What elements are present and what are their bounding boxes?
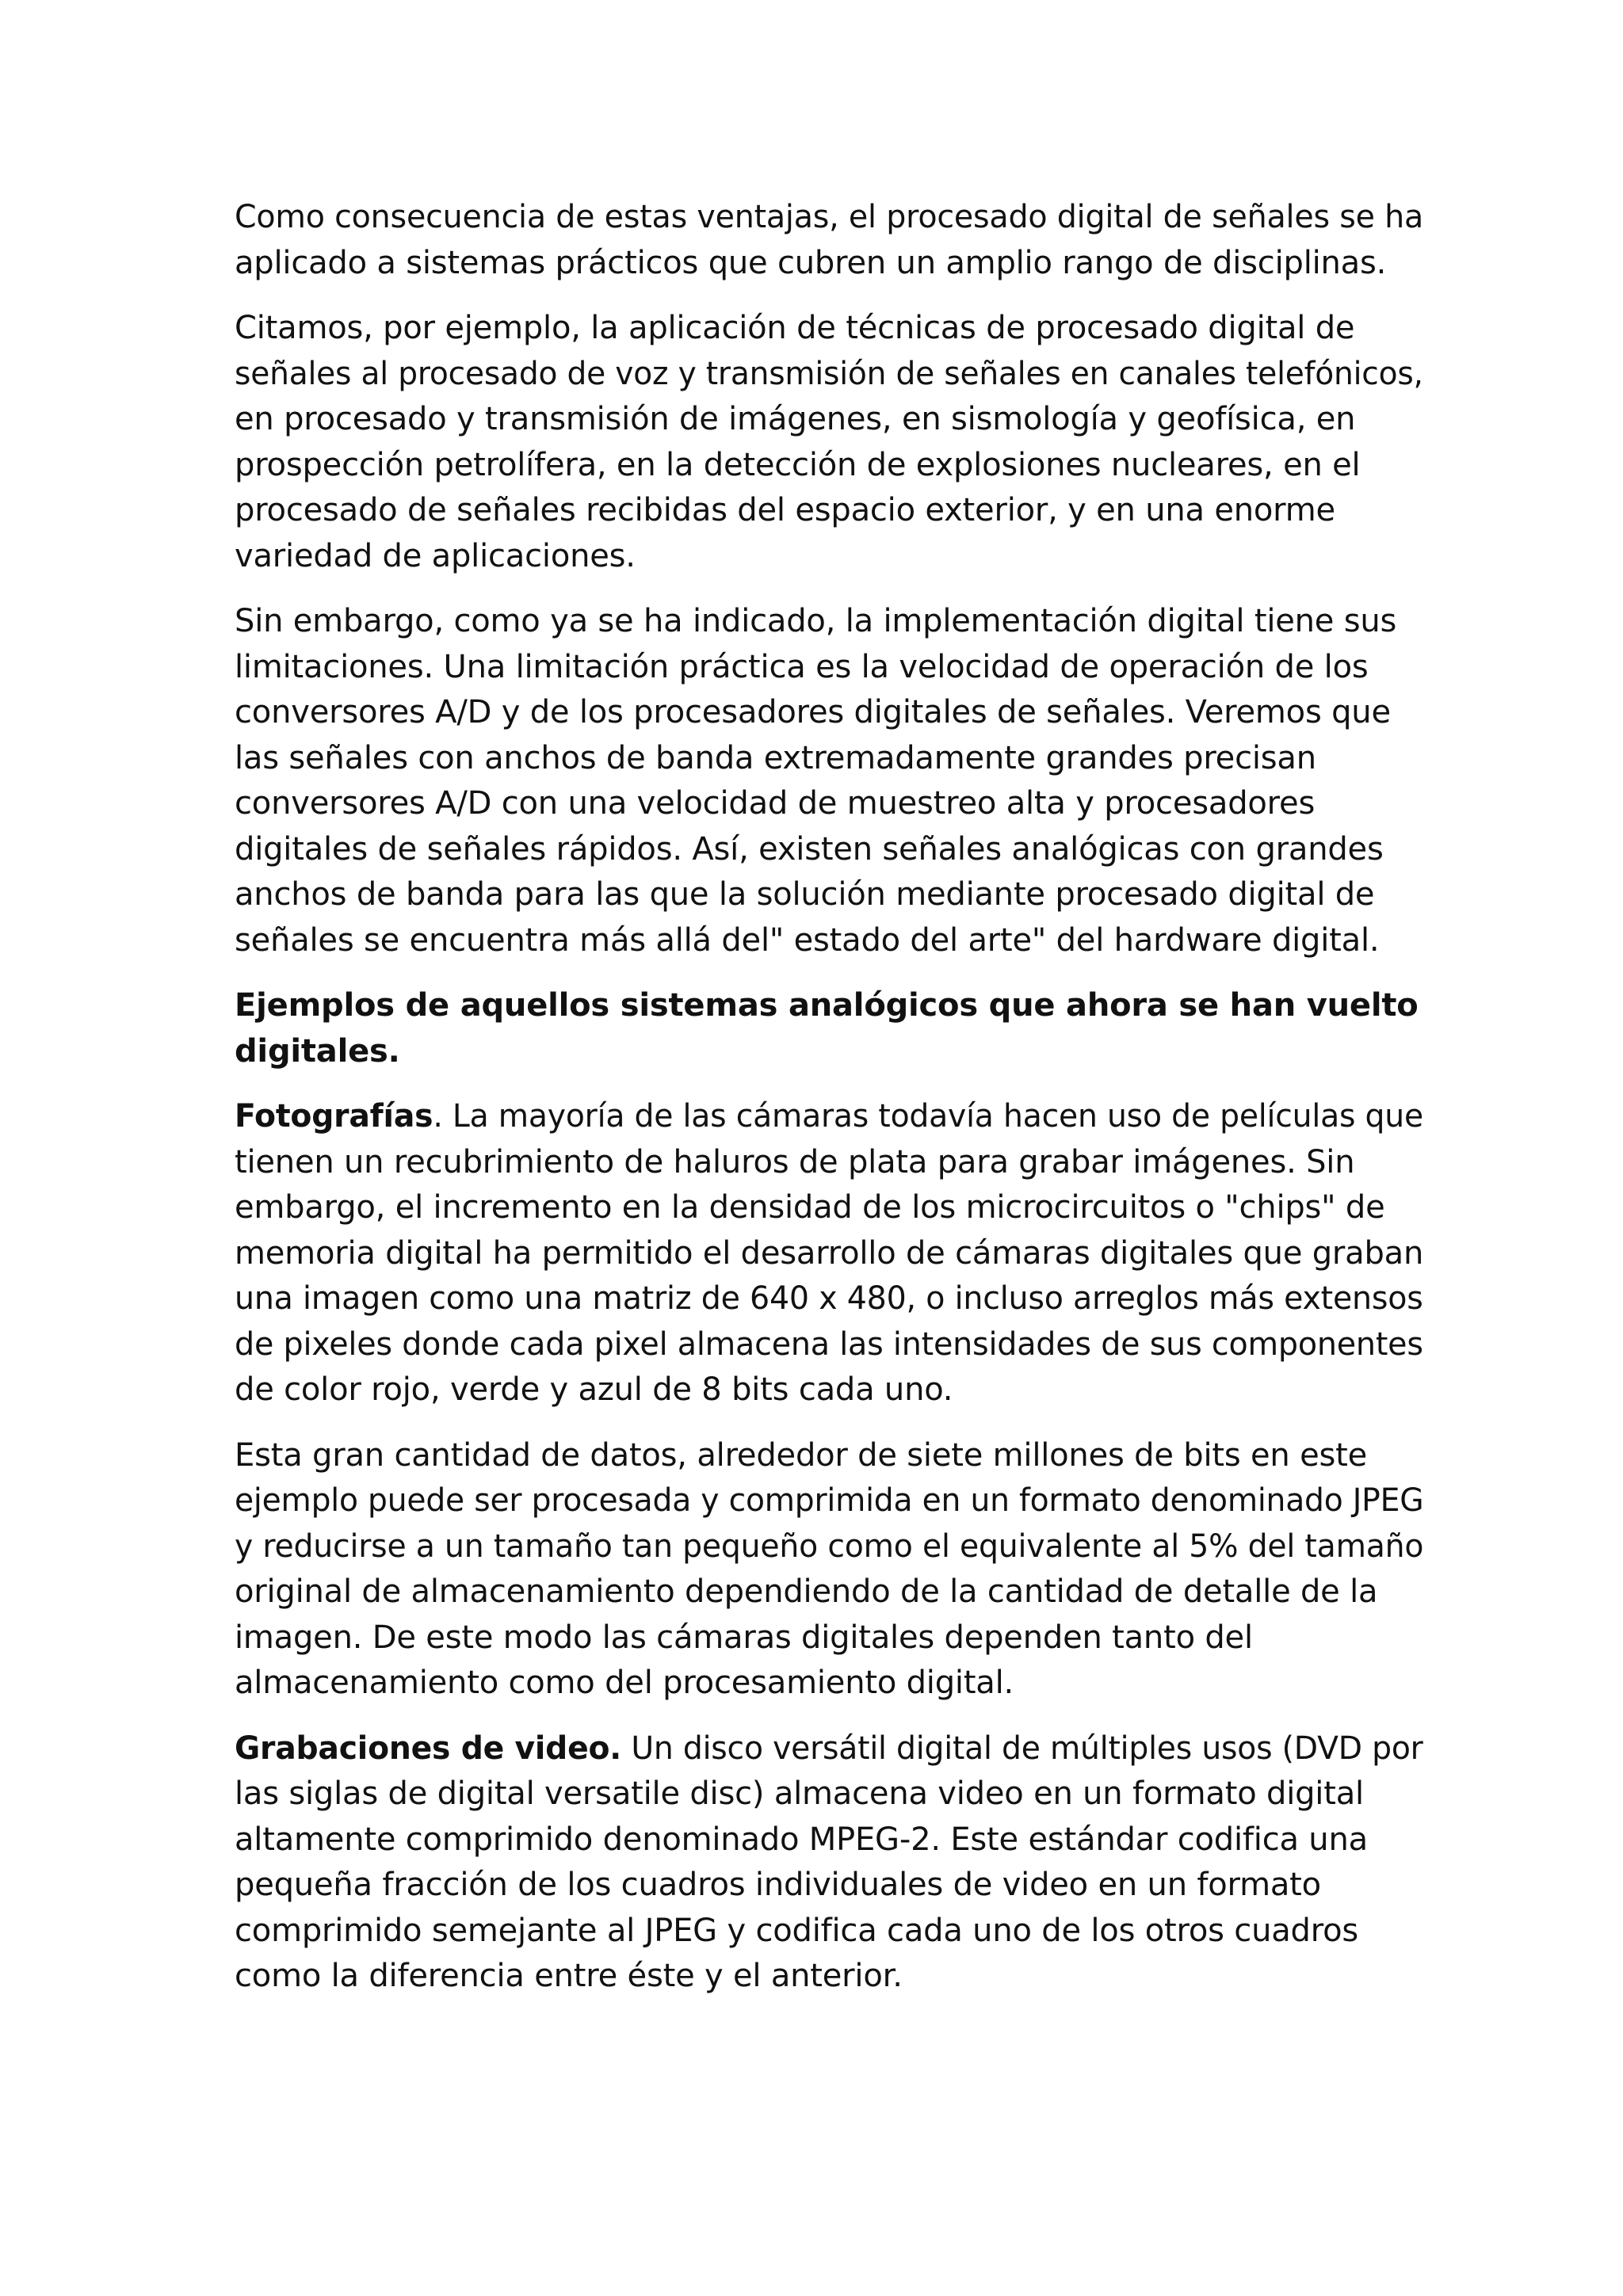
line-text: las señales con anchos de banda extremadamente grandes precisan (235, 739, 1316, 776)
text-line (235, 690, 1423, 736)
body-paragraph (235, 1726, 1423, 2000)
line-text: comprimido semejante al JPEG y codifica cada uno de los otros cuadros (235, 1912, 1358, 1949)
body-paragraph (235, 599, 1423, 963)
text-line (235, 1524, 1424, 1570)
text-line (235, 1094, 1423, 1140)
line-text: aplicado a sistemas prácticos que cubren un amplio rango de disciplinas. (235, 244, 1387, 281)
line-text: las siglas de digital versatile disc) almacena video en un formato digital (235, 1775, 1364, 1812)
text-line (235, 1909, 1423, 1955)
text-line (235, 352, 1423, 398)
line-text: conversores A/D con una velocidad de muestreo alta y procesadores (235, 785, 1316, 822)
line-text: memoria digital ha permitido el desarrollo de cámaras digitales que graban (235, 1234, 1424, 1272)
body-paragraph (235, 306, 1423, 579)
line-text: ejemplo puede ser procesada y comprimida en un formato denominado JPEG (235, 1482, 1424, 1519)
line-text: conversores A/D y de los procesadores digitales de señales. Veremos que (235, 694, 1391, 730)
line-text: Sin embargo, como ya se ha indicado, la implementación digital tiene sus (235, 603, 1397, 639)
line-text: original de almacenamiento dependiendo de la cantidad de detalle de la (235, 1573, 1378, 1610)
line-text: de pixeles donde cada pixel almacena las intensidades de sus componentes (235, 1325, 1423, 1363)
run-in-label: Grabaciones de video. (235, 1730, 622, 1767)
text-line (235, 195, 1424, 241)
text-line (235, 1615, 1423, 1661)
line-text: señales al procesado de voz y transmisión de señales en canales telefónicos, (235, 355, 1423, 392)
text-line (235, 1367, 1423, 1413)
line-text: . La mayoría de las cámaras todavía hacen uso de películas que (433, 1098, 1423, 1135)
text-line (235, 1772, 1423, 1817)
line-text: digitales de señales rápidos. Así, existen señales analógicas con grandes (235, 830, 1384, 868)
line-text: señales se encuentra más allá del" estado del arte" del hardware digital. (235, 921, 1380, 959)
body-paragraph (235, 195, 1423, 286)
text-line (235, 306, 1423, 352)
text-line (235, 1954, 1423, 2000)
text-line (235, 1661, 1423, 1707)
line-text: tienen un recubrimiento de haluros de plata para grabar imágenes. Sin (235, 1143, 1355, 1180)
text-line (235, 534, 1423, 580)
line-text: Citamos, por ejemplo, la aplicación de técnicas de procesado digital de (235, 310, 1355, 346)
text-line (235, 241, 1423, 287)
line-text: Esta gran cantidad de datos, alrededor de siete millones de bits en este (235, 1436, 1368, 1474)
line-text: Ejemplos de aquellos sistemas analógicos que ahora se han vuelto (235, 987, 1419, 1024)
line-text: en procesado y transmisión de imágenes, en sismología y geofísica, en (235, 401, 1356, 437)
text-line (235, 1231, 1423, 1277)
text-line (235, 1433, 1423, 1479)
body-paragraph (235, 1433, 1423, 1707)
text-line (235, 1569, 1423, 1615)
line-text: variedad de aplicaciones. (235, 537, 636, 574)
text-line (235, 645, 1423, 691)
text-line (235, 827, 1423, 873)
line-text: prospección petrolífera, en la detección de explosiones nucleares, en el (235, 446, 1361, 483)
section-heading (235, 983, 1423, 1074)
line-text: limitaciones. Una limitación práctica es la velocidad de operación de los (235, 648, 1369, 685)
line-text: procesado de señales recibidas del espacio exterior, y en una enorme (235, 492, 1335, 528)
text-line (235, 397, 1423, 443)
body-paragraph (235, 1094, 1423, 1413)
text-line (235, 918, 1423, 964)
text-line (235, 1140, 1423, 1186)
text-line (235, 1322, 1423, 1368)
line-text: y reducirse a un tamaño tan pequeño como el equivalente al 5% del tamaño (235, 1527, 1424, 1565)
line-text: anchos de banda para las que la solución mediante procesado digital de (235, 876, 1375, 913)
line-text: almacenamiento como del procesamiento digital. (235, 1665, 1014, 1701)
text-line (235, 983, 1423, 1029)
line-text: digitales. (235, 1032, 400, 1070)
line-text: una imagen como una matriz de 640 x 480, o incluso arreglos más extensos (235, 1280, 1423, 1317)
text-line (235, 443, 1423, 489)
line-text: imagen. De este modo las cámaras digitales dependen tanto del (235, 1619, 1253, 1656)
text-line (235, 599, 1423, 645)
line-text: altamente comprimido denominado MPEG-2. Este estándar codifica una (235, 1821, 1368, 1858)
text-line (235, 1029, 1423, 1075)
text-line (235, 736, 1423, 782)
line-text: de color rojo, verde y azul de 8 bits cada uno. (235, 1371, 953, 1408)
text-line (235, 1726, 1423, 1772)
document-page (235, 195, 1423, 2019)
line-text: como la diferencia entre éste y el anterior. (235, 1958, 903, 1994)
line-text: Como consecuencia de estas ventajas, el procesado digital de señales se ha (235, 199, 1424, 235)
run-in-label: Fotografías (235, 1098, 433, 1135)
text-line (235, 1185, 1423, 1231)
text-line (235, 1863, 1423, 1909)
line-text: embargo, el incremento en la densidad de los microcircuitos o "chips" de (235, 1189, 1385, 1226)
text-line (235, 1478, 1424, 1524)
text-line (235, 1817, 1423, 1863)
line-text: pequeña fracción de los cuadros individuales de video en un formato (235, 1867, 1321, 1903)
text-line (235, 781, 1423, 827)
text-line (235, 488, 1423, 534)
line-text: Un disco versátil digital de múltiples usos (DVD por (621, 1730, 1423, 1767)
text-line (235, 872, 1423, 918)
text-line (235, 1276, 1423, 1322)
